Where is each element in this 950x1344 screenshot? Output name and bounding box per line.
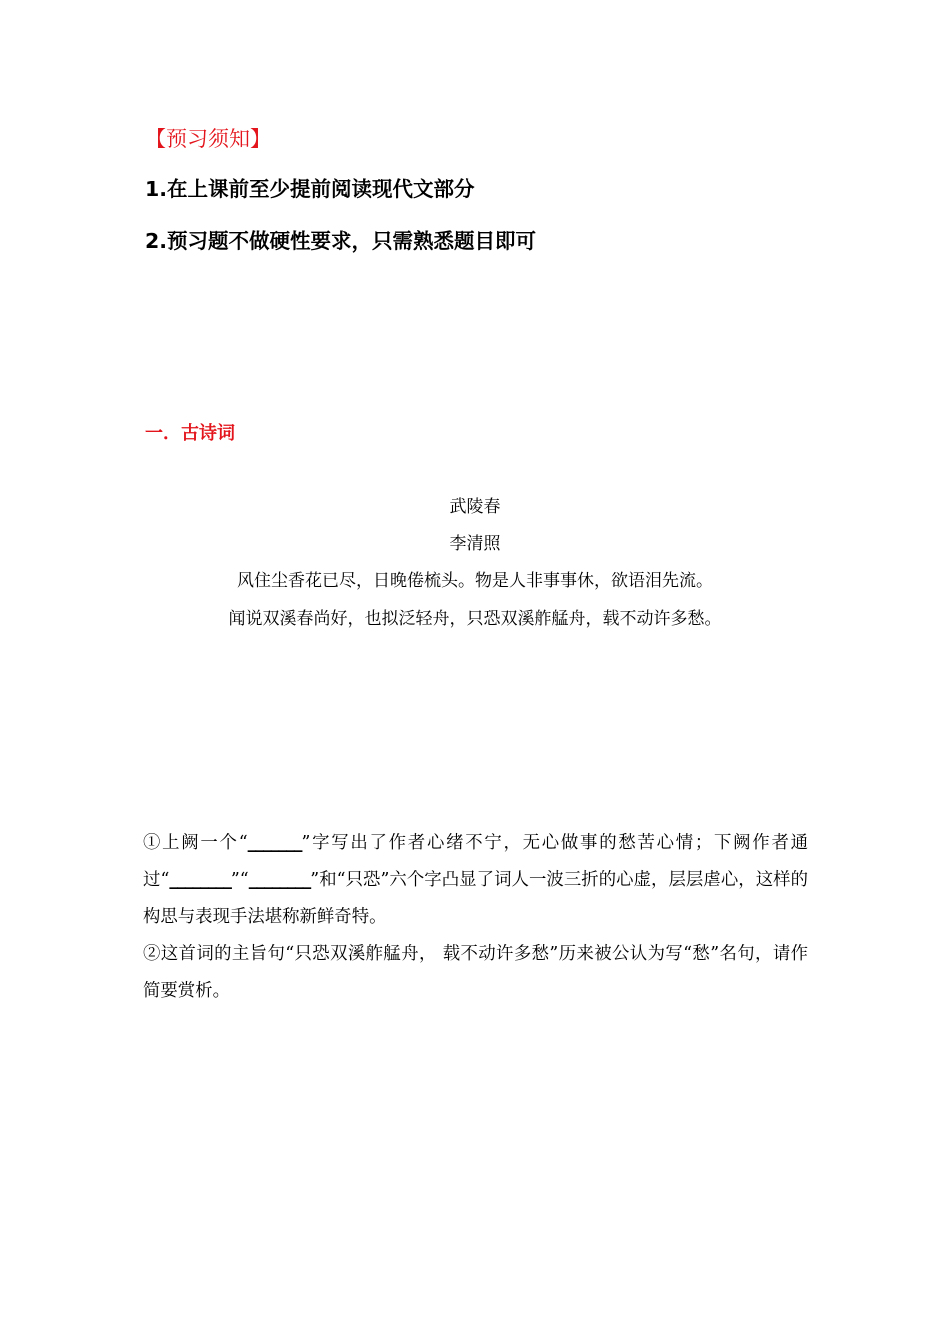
notice-item-1: 1.在上课前至少提前阅读现代文部分 bbox=[145, 177, 475, 201]
poem-line-1: 风住尘香花已尽，日晚倦梳头。物是人非事事休，欲语泪先流。 bbox=[237, 571, 713, 591]
poem-line-2: 闻说双溪春尚好，也拟泛轻舟，只恐双溪舴艋舟，载不动许多愁。 bbox=[228, 609, 722, 629]
answer-blank-3: ________ bbox=[248, 870, 311, 890]
question-2: ②这首词的主旨句“只恐双溪舴艋舟， 载不动许多愁”历来被公认为写“愁”名句，请作简要赏析。 bbox=[143, 944, 808, 1001]
answer-blank-2: ________ bbox=[169, 870, 231, 890]
section-heading-poetry: 一．古诗词 bbox=[145, 423, 235, 444]
poem-title: 武陵春 bbox=[449, 497, 501, 517]
question-1-text-c: ”“ bbox=[230, 870, 249, 890]
question-1-text-d: ”和“只恐”六个字凸显了词人一波三折的心虚，层层虐心，这样的构思与表现手法堪称新鲜奇特。 bbox=[143, 870, 808, 927]
poem-author: 李清照 bbox=[449, 534, 501, 554]
question-1-text-a: ①上阙一个“ bbox=[143, 833, 248, 853]
notice-item-2: 2.预习题不做硬性要求，只需熟悉题目即可 bbox=[145, 229, 537, 253]
question-1 bbox=[143, 825, 808, 936]
question-1-text-b: ”字写出了作者心绪不宁，无心做事的愁苦心情；下阙作者通过“ bbox=[143, 833, 808, 890]
answer-blank-1: _______ bbox=[247, 833, 302, 853]
notice-heading: 【预习须知】 bbox=[145, 127, 271, 151]
